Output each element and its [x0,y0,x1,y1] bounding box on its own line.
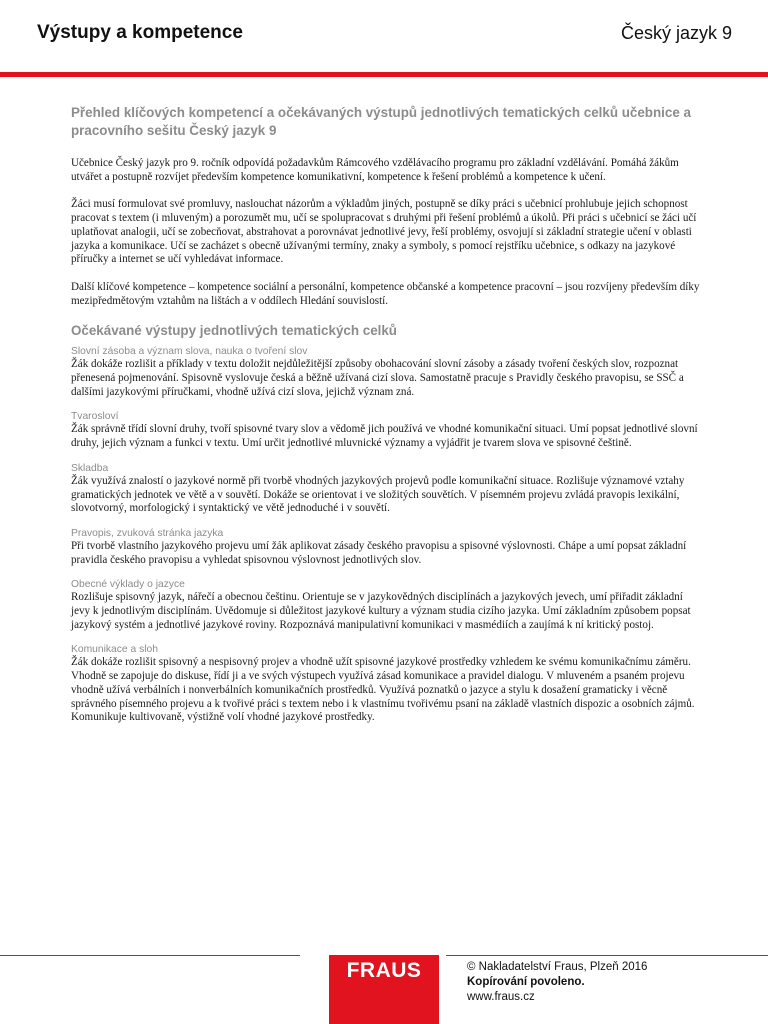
topic-orthography [71,527,701,567]
publisher-logo [329,955,439,1024]
topic-text: Rozlišuje spisovný jazyk, nářečí a obecnou češtinu. Orientuje se v jazykovědných disciplínách a jazykových jevech, umí přiřadit základní jevy k jednotlivým disciplínám. Uvědomuje si důležitost jazykové kultury a význam studia cizího jazyka. Umí základním způsobem popsat jazykový systém a jednotlivé jazykové roviny. Rozpoznává manipulativní komunikaci v masmédiích a zaujímá k ní kritický postoj. [71,591,691,631]
other-competences-paragraph: Další klíčové kompetence – kompetence sociální a personální, kompetence občanské a kompetence pracovní – jsou rozvíjeny především díky mezipředmětovým vztahům na lištách a v oddílech Hledání souvislostí. [71,280,700,307]
copyright-notice: © Nakladatelství Fraus, Plzeň 2016 [467,961,648,973]
topic-title: Pravopis, zvuková stránka jazyka [71,527,224,539]
topic-text: Žák dokáže rozlišit spisovný a nespisovný projev a vhodně užít spisovné jazykové prostředky vzhledem ke svému komunikačnímu záměru. Vhodně se zapojuje do diskuse, řídí ji a ve svých výstupech využívá zásad komunikace a pravidel dialogu. V mluveném a psaném projevu vhodně užívá verbálních i nonverbálních komunikačních prostředků. Využívá poznatků o jazyce a stylu k dosažení gramaticky i věcně správného písemného projevu a k tvořivé práci s textem nebo i k vlastnímu tvořivému psaní na základě vlastních dispozic a osobních zájmů. Komunikuje kultivovaně, výstižně volí vhodné jazykové prostředky. [71,656,695,724]
topic-title: Slovní zásoba a význam slova, nauka o tvoření slov [71,346,308,358]
footer-info [467,960,647,1005]
topic-title: Tvarosloví [71,411,119,423]
topic-title: Skladba [71,462,109,474]
topic-syntax [71,462,701,516]
page-title: Výstupy a kompetence [37,22,243,43]
topic-morphology [71,410,701,450]
main-content [71,104,701,736]
competences-paragraph: Žáci musí formulovat své promluvy, naslouchat názorům a výkladům jiných, postupně se díky práci s učebnicí prohlubuje jejich schopnost pracovat s textem (i mluveným) a porozumět mu, učí se spolupracovat s druhými při řešení problémů a úkolů. Při práci s učebnicí se žáci učí uplatňovat analogii, učí se zobecňovat, abstrahovat a porovnávat jednotlivé jevy, řeší problémy, osvojují si základní strategie učení v oblasti jazyka a komunikace. Učí se zacházet s obecně užívanými termíny, znaky a symboly, s pomocí rejstříku učebnice, s odkazy na jazykové příručky a internet se učí vyhledávat informace. [71,198,697,266]
subject-title: Český jazyk 9 [620,23,732,43]
footer-divider-left [0,955,300,956]
copy-permission: Kopírování povoleno. [467,976,585,988]
logo-text: FRAUS [346,959,422,982]
topic-title: Obecné výklady o jazyce [71,579,185,591]
topic-text: Při tvorbě vlastního jazykového projevu umí žák aplikovat zásady českého pravopisu a spisovné výslovnosti. Chápe a umí popsat základní pravidla českého pravopisu a vyhledat spisovnou výslovnost jednotlivých slov. [71,539,687,566]
header-divider [0,72,768,77]
topic-general-language [71,578,701,632]
document-heading: Přehled klíčových kompetencí a očekávaných výstupů jednotlivých tematických celků učebnice a pracovního sešitu Český jazyk 9 [71,105,691,138]
footer-divider-right [446,955,768,956]
intro-paragraph: Učebnice Český jazyk pro 9. ročník odpovídá požadavkům Rámcového vzdělávacího programu pro základní vzdělávání. Pomáhá žákům utvářet a postupně rozvíjet především kompetence komunikativní, kompetence k řešení problémů a kompetence k učení. [71,157,679,183]
topic-text: Žák správně třídí slovní druhy, tvoří spisovné tvary slov a vědomě jich používá ve vhodné komunikační situaci. Umí popsat jednotlivé slovní druhy, jejich význam a funkci v textu. Umí určit jednotlivé mluvnické významy a vyjádřit je tvarem slova ve spisovné češtině. [71,423,698,450]
topic-communication [71,643,701,725]
section-heading: Očekávané výstupy jednotlivých tematických celků [71,323,397,339]
topic-text: Žák dokáže rozlišit a příklady v textu doložit nejdůležitější způsoby obohacování slovní zásoby a zásady tvoření českých slov, rozpoznat přenesená pojmenování. Spisovně vyslovuje česká a běžně užívaná cizí slova. Samostatně pracuje s Pravidly českého pravopisu, se SSČ a dalšími jazykovými příručkami, vhodně užívá cizí slova, jejichž význam zná. [71,358,684,398]
topic-text: Žák využívá znalostí o jazykové normě při tvorbě vhodných jazykových projevů podle komunikační situace. Rozlišuje významové vztahy gramatických jednotek ve větě a v souvětí. Dokáže se orientovat i ve složitých souvětích. V písemném projevu zvládá pravopis lexikální, slovotvorný, morfologický i syntaktický ve větě jednoduché i v souvětí. [71,474,685,515]
website-link[interactable]: www.fraus.cz [467,991,535,1003]
topic-vocabulary [71,345,701,399]
topic-title: Komunikace a sloh [71,644,159,656]
